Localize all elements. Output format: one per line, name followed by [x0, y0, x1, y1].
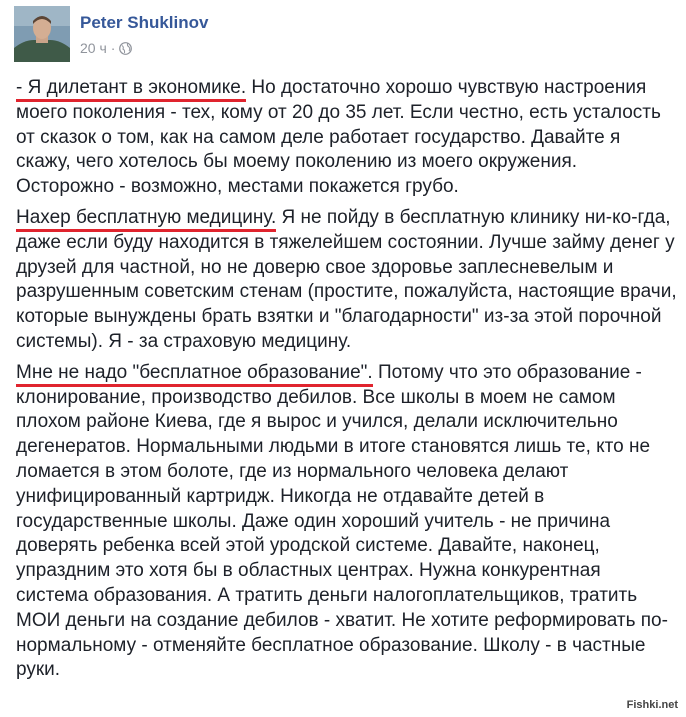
meta-separator: ·	[110, 40, 116, 56]
paragraph-text: Потому что это образование - клонирование, производство дебилов. Все школы в моем не самом плохом районе Киева, где я вырос и учился, делали исключительно дегенератов. Нормальными людьми в итоге становятся лишь те, кто не ломается в этом болоте, где из нормального человека делают унифицированный картридж. Никогда не отдавайте детей в государственные школы. Даже один хороший учитель - не причина доверять ребенка всей этой уродской системе. Давайте, наконец, упраздним это хотя бы в областных центрах. Нужна конкурентная система образования. А тратить деньги налогоплательщиков, тратить МОИ деньги на создание дебилов - хватит. Не хотите реформировать по-нормальному - отменяйте бесплатное образование. Школу - в частные руки.	[16, 361, 668, 681]
highlighted-phrase: - Я дилетант в экономике.	[16, 77, 246, 102]
post-timestamp[interactable]: 20 ч	[80, 40, 107, 56]
post-header	[14, 6, 674, 66]
post-meta	[80, 40, 132, 56]
post-body	[16, 76, 678, 683]
highlighted-phrase: Нахер бесплатную медицину.	[16, 207, 276, 232]
watermark: Fishki.net	[626, 699, 678, 711]
post-paragraph	[16, 361, 678, 683]
highlighted-phrase: Мне не надо "бесплатное образование".	[16, 362, 373, 387]
post-paragraph	[16, 206, 678, 355]
post-paragraph	[16, 76, 678, 200]
globe-icon[interactable]	[119, 42, 132, 55]
paragraph-text: Я не пойду в бесплатную клинику ни-ко-гда, даже если буду находится в тяжелейшем состоянии. Лучше займу денег у друзей для частной, но не доверю свое здоровье заплесневелым и разрушенным советским стенам (простите, пожалуйста, настоящие врачи, которые вынуждены брать взятки и "благодарности" из-за этой порочной системы). Я - за страховую медицину.	[16, 206, 677, 352]
paragraph-text: Но достаточно хорошо чувствую настроения моего поколения - тех, кому от 20 до 35 лет. Если честно, есть усталость от сказок о том, как на самом деле работает государство. Давайте я скажу, чего хотелось бы моему поколению из моего окружения. Осторожно - возможно, местами покажется грубо.	[16, 77, 661, 198]
author-name[interactable]: Peter Shuklinov	[80, 13, 209, 32]
avatar[interactable]	[14, 6, 70, 62]
